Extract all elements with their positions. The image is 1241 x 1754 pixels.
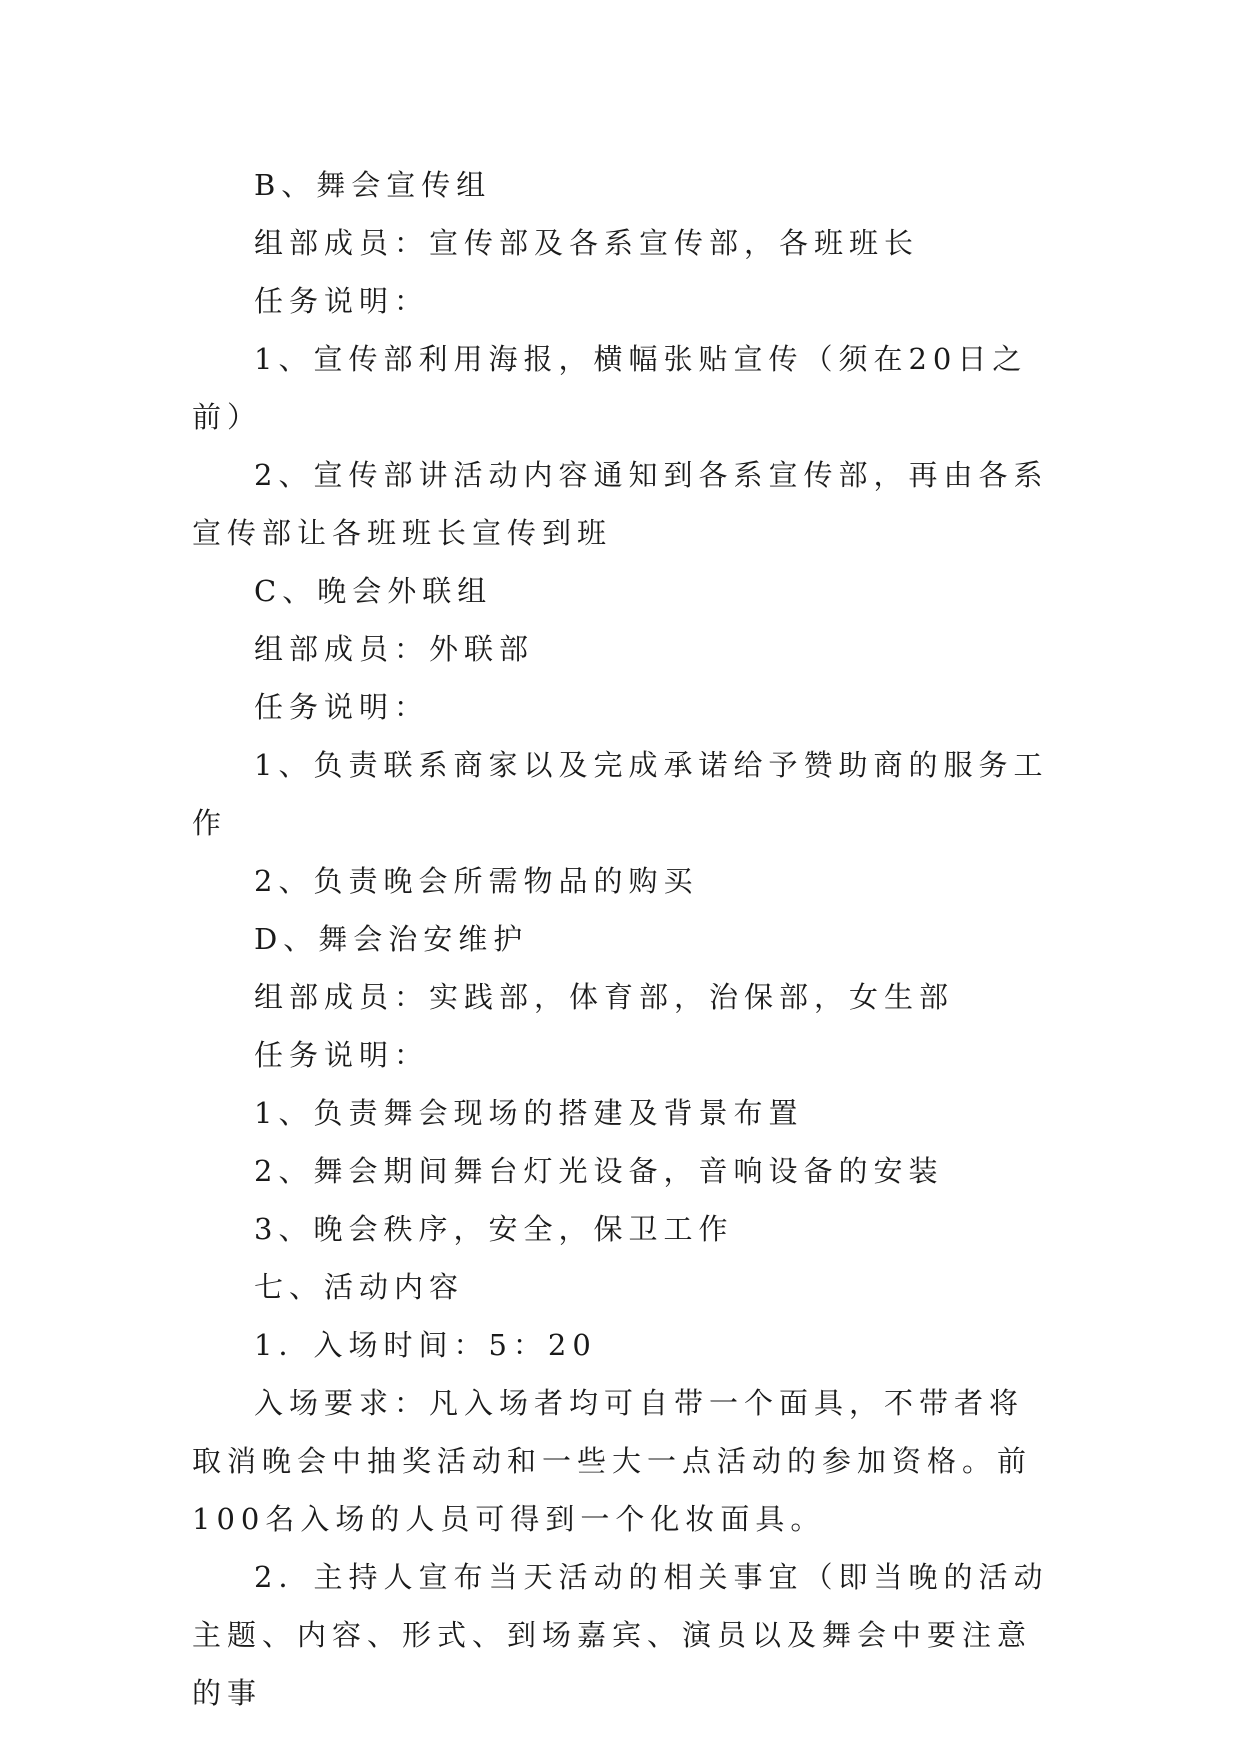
paragraph: 2、宣传部讲活动内容通知到各系宣传部，再由各系宣传部让各班班长宣传到班 (192, 458, 1049, 550)
paragraph: 任务说明： (254, 284, 430, 318)
document-body (192, 156, 1052, 1722)
paragraph: 七、活动内容 (254, 1270, 465, 1304)
paragraph: 任务说明： (254, 1038, 430, 1072)
paragraph: 1．入场时间：5：20 (254, 1328, 597, 1362)
paragraph: 入场要求：凡入场者均可自带一个面具，不带者将取消晚会中抽奖活动和一些大一点活动的参加资格。前100名入场的人员可得到一个化妆面具。 (192, 1386, 1033, 1536)
paragraph: 3、晚会秩序，安全，保卫工作 (254, 1212, 734, 1246)
paragraph: 组部成员：实践部，体育部，治保部，女生部 (254, 980, 955, 1014)
paragraph: 1、宣传部利用海报，横幅张贴宣传（须在20日之前） (192, 342, 1028, 434)
paragraph: 2、舞会期间舞台灯光设备，音响设备的安装 (254, 1154, 944, 1188)
paragraph: D、舞会治安维护 (254, 922, 529, 956)
paragraph: 任务说明： (254, 690, 430, 724)
paragraph: 1、负责舞会现场的搭建及背景布置 (254, 1096, 804, 1130)
paragraph: 1、负责联系商家以及完成承诺给予赞助商的服务工作 (192, 748, 1049, 840)
paragraph: B、舞会宣传组 (254, 168, 492, 202)
paragraph: C、晚会外联组 (254, 574, 493, 608)
paragraph: 组部成员：外联部 (254, 632, 535, 666)
paragraph: 2、负责晚会所需物品的购买 (254, 864, 699, 898)
paragraph: 2．主持人宣布当天活动的相关事宜（即当晚的活动主题、内容、形式、到场嘉宾、演员以及舞会中要注意的事 (192, 1560, 1049, 1710)
paragraph: 组部成员：宣传部及各系宣传部，各班班长 (254, 226, 920, 260)
